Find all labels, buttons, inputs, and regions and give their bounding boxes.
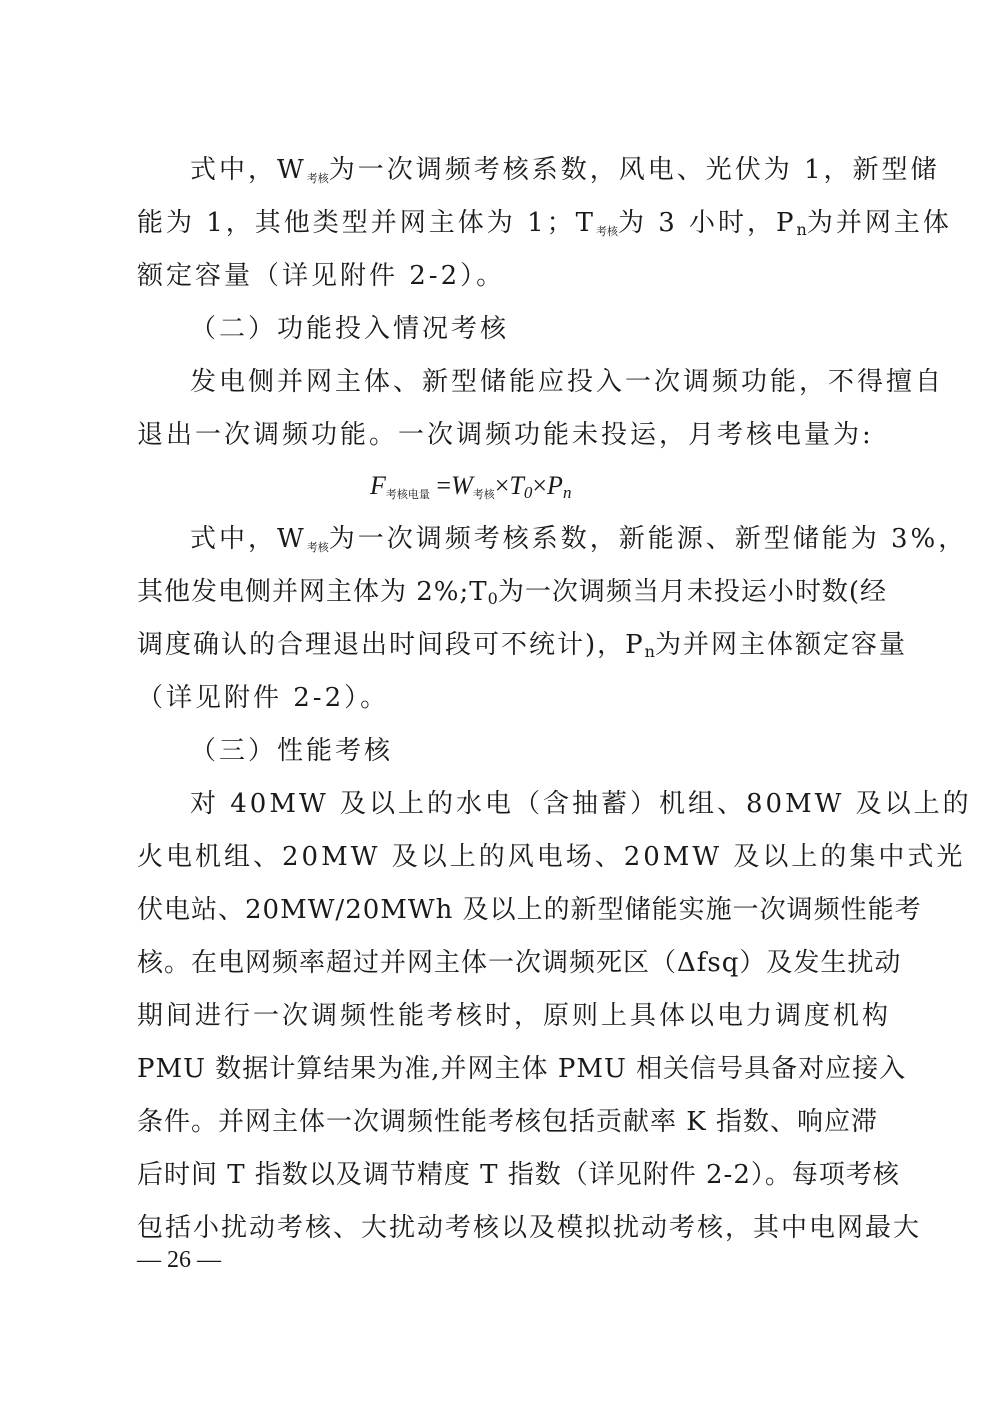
paragraph-line: 条件。并网主体一次调频性能考核包括贡献率 K 指数、响应滞 (137, 1107, 878, 1137)
paragraph-line: （详见附件 2-2）。 (137, 683, 390, 713)
paragraph-line (137, 572, 887, 619)
paragraph-line: 火电机组、20MW 及以上的风电场、20MW 及以上的集中式光 (137, 842, 966, 872)
page-number: — 26 — (137, 1247, 221, 1273)
text-run: 为并网主体额定容量 (654, 630, 907, 660)
paragraph-line: 伏电站、20MW/20MWh 及以上的新型储能实施一次调频性能考 (137, 895, 922, 925)
subscript: n (644, 642, 655, 661)
paragraph-line (137, 203, 952, 252)
text-run: 为并网主体 (806, 208, 952, 238)
paragraph-line: 对 40MW 及以上的水电（含抽蓄）机组、80MW 及以上的 (190, 789, 972, 819)
text-run: 其他发电侧并网主体为 2%;T (137, 577, 488, 607)
paragraph-line (137, 625, 907, 672)
paragraph-line (190, 519, 968, 568)
paragraph-line: 退出一次调频功能。一次调频功能未投运，月考核电量为: (137, 420, 874, 450)
text-run: 为 3 小时，P (617, 208, 797, 238)
formula-symbol: T (509, 471, 524, 500)
formula-operator: × (532, 471, 548, 500)
paragraph-line: PMU 数据计算结果为准,并网主体 PMU 相关信号具备对应接入 (137, 1054, 907, 1084)
formula-operator: × (494, 471, 510, 500)
paragraph-line: 额定容量（详见附件 2-2）。 (137, 261, 506, 291)
text-run: 能为 1，其他类型并网主体为 1；T (137, 208, 596, 238)
subscript: 考核电量 (385, 489, 430, 501)
paragraph-line: 包括小扰动考核、大扰动考核以及模拟扰动考核，其中电网最大 (137, 1213, 922, 1243)
paragraph-line: 期间进行一次调频性能考核时，原则上具体以电力调度机构 (137, 1001, 892, 1031)
formula-operator: = (429, 471, 452, 500)
formula-symbol: W (451, 471, 473, 500)
subscript: n (562, 483, 572, 502)
text-run: 式中，W (190, 524, 307, 554)
formula (370, 466, 700, 515)
subscript: 0 (487, 589, 498, 608)
text-run: 调度确认的合理退出时间段可不统计)，P (137, 630, 645, 660)
subscript: n (796, 220, 807, 239)
text-run: 为一次调频考核系数，新能源、新型储能为 3%， (328, 524, 968, 554)
paragraph-line: 后时间 T 指数以及调节精度 T 指数（详见附件 2-2）。每项考核 (137, 1160, 900, 1190)
section-heading: （二）功能投入情况考核 (190, 314, 510, 344)
paragraph-line: 发电侧并网主体、新型储能应投入一次调频功能，不得擅自 (190, 367, 945, 397)
paragraph-line: 核。在电网频率超过并网主体一次调频死区（Δfsq）及发生扰动 (137, 948, 902, 978)
formula-symbol: P (547, 471, 563, 500)
text-run: 为一次调频考核系数，风电、光伏为 1，新型储 (328, 155, 940, 185)
paragraph-line (190, 150, 940, 199)
subscript: 考核 (472, 489, 495, 501)
subscript: 考核 (306, 541, 329, 554)
text-run: 式中，W (190, 155, 307, 185)
text-run: 为一次调频当月未投运小时数(经 (497, 577, 887, 607)
subscript: 考核 (595, 225, 618, 238)
formula-symbol: F (370, 471, 386, 500)
subscript: 0 (523, 483, 533, 502)
section-heading: （三）性能考核 (190, 736, 394, 766)
subscript: 考核 (306, 172, 329, 185)
